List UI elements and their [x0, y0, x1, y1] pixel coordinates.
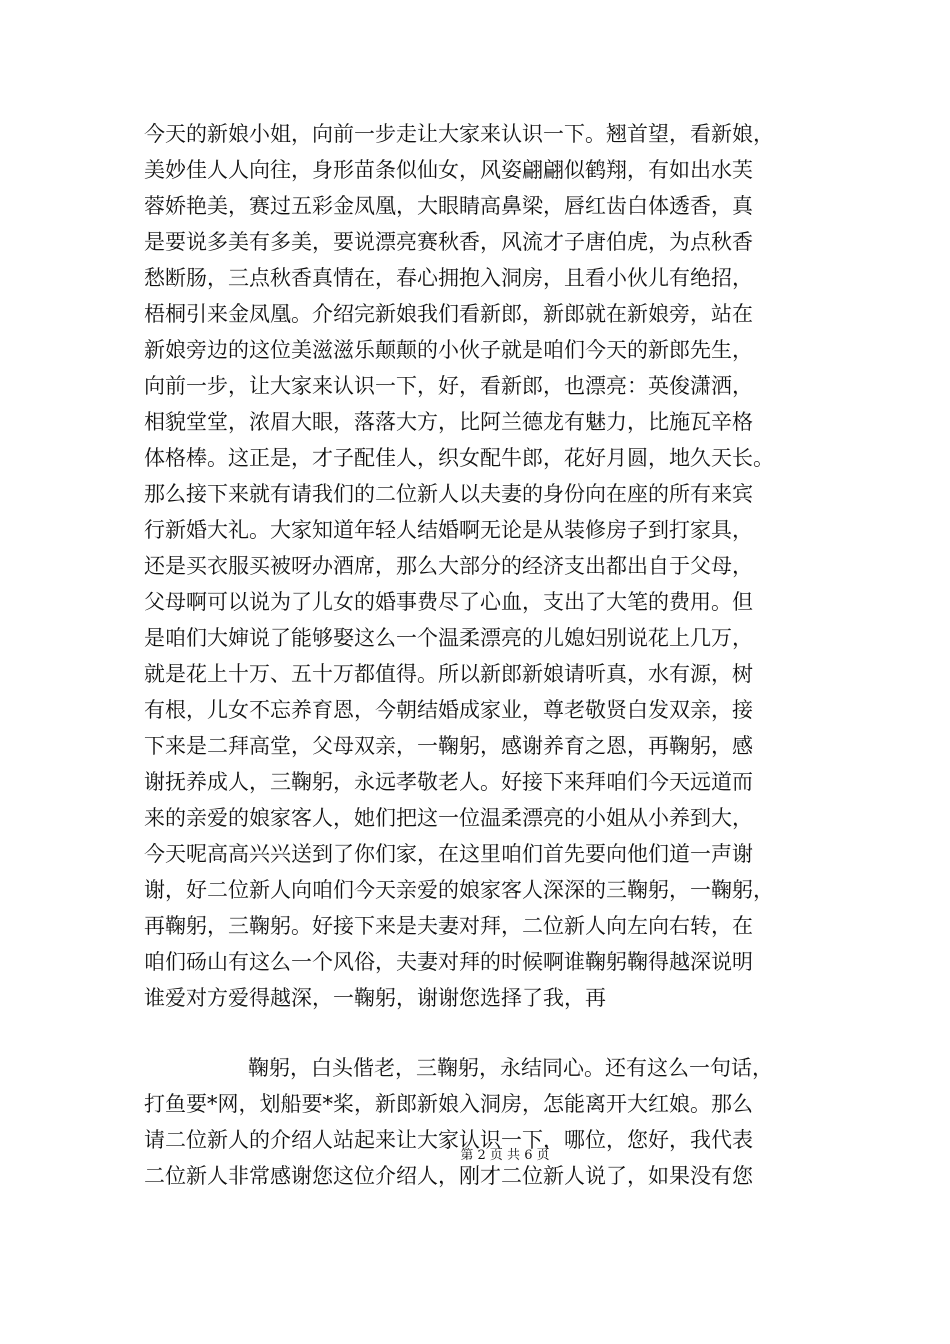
text-line: 体格棒。这正是，才子配佳人，织女配牛郎，花好月圆，地久天长。 [144, 446, 774, 470]
text-line: 美妙佳人人向往，身形苗条似仙女，风姿翩翩似鹤翔，有如出水芙 [144, 158, 753, 182]
paragraph-2 [144, 1050, 820, 1194]
text-line: 打鱼要*网，划船要*桨，新郎新娘入洞房，怎能离开大红娘。那么 [144, 1092, 753, 1116]
text-line: 就是花上十万、五十万都值得。所以新郎新娘请听真，水有源，树 [144, 662, 753, 686]
text-line: 请二位新人的介绍人站起来让大家认识一下，哪位，您好，我代表 [144, 1128, 753, 1152]
text-line: 咱们砀山有这么一个风俗，夫妻对拜的时候啊谁鞠躬鞠得越深说明 [144, 950, 753, 974]
text-line: 蓉娇艳美，赛过五彩金凤凰，大眼睛高鼻梁，唇红齿白体透香，真 [144, 194, 753, 218]
text-line: 二位新人非常感谢您这位介绍人，刚才二位新人说了，如果没有您 [144, 1164, 753, 1188]
text-line: 今天的新娘小姐，向前一步走让大家来认识一下。翘首望，看新娘， [144, 122, 774, 146]
paragraph-1 [144, 116, 820, 1016]
text-line: 谁爱对方爱得越深，一鞠躬，谢谢您选择了我，再 [144, 986, 606, 1010]
text-line: 梧桐引来金凤凰。介绍完新娘我们看新郎，新郎就在新娘旁，站在 [144, 302, 753, 326]
text-line: 还是买衣服买被呀办酒席，那么大部分的经济支出都出自于父母， [144, 554, 753, 578]
text-line: 谢抚养成人，三鞠躬，永远孝敬老人。好接下来拜咱们今天远道而 [144, 770, 753, 794]
text-line: 相貌堂堂，浓眉大眼，落落大方，比阿兰德龙有魅力，比施瓦辛格 [144, 410, 753, 434]
text-line: 是咱们大婶说了能够娶这么一个温柔漂亮的儿媳妇别说花上几万， [144, 626, 753, 650]
text-line: 行新婚大礼。大家知道年轻人结婚啊无论是从装修房子到打家具， [144, 518, 753, 542]
text-line: 父母啊可以说为了儿女的婚事费尽了心血，支出了大笔的费用。但 [144, 590, 753, 614]
text-line: 那么接下来就有请我们的二位新人以夫妻的身份向在座的所有来宾 [144, 482, 753, 506]
text-line: 来的亲爱的娘家客人，她们把这一位温柔漂亮的小姐从小养到大， [144, 806, 753, 830]
page-number-label: 第 2 页 共 6 页 [460, 1148, 550, 1163]
text-line: 下来是二拜高堂，父母双亲，一鞠躬，感谢养育之恩，再鞠躬，感 [144, 734, 753, 758]
text-line: 再鞠躬，三鞠躬。好接下来是夫妻对拜，二位新人向左向右转，在 [144, 914, 753, 938]
text-line: 鞠躬，白头偕老，三鞠躬，永结同心。还有这么一句话， [248, 1056, 773, 1080]
text-line: 谢，好二位新人向咱们今天亲爱的娘家客人深深的三鞠躬，一鞠躬， [144, 878, 774, 902]
text-line: 有根，儿女不忘养育恩，今朝结婚成家业，尊老敬贤白发双亲，接 [144, 698, 753, 722]
paragraph-gap [144, 1016, 820, 1050]
body-text [144, 116, 820, 1194]
text-line: 今天呢高高兴兴送到了你们家，在这里咱们首先要向他们道一声谢 [144, 842, 753, 866]
page-footer [0, 1146, 950, 1166]
text-line: 新娘旁边的这位美滋滋乐颠颠的小伙子就是咱们今天的新郎先生， [144, 338, 753, 362]
text-line: 向前一步，让大家来认识一下，好，看新郎，也漂亮：英俊潇洒， [144, 374, 753, 398]
text-line: 愁断肠，三点秋香真情在，春心拥抱入洞房，且看小伙儿有绝招， [144, 266, 753, 290]
text-line: 是要说多美有多美，要说漂亮赛秋香，风流才子唐伯虎，为点秋香 [144, 230, 753, 254]
